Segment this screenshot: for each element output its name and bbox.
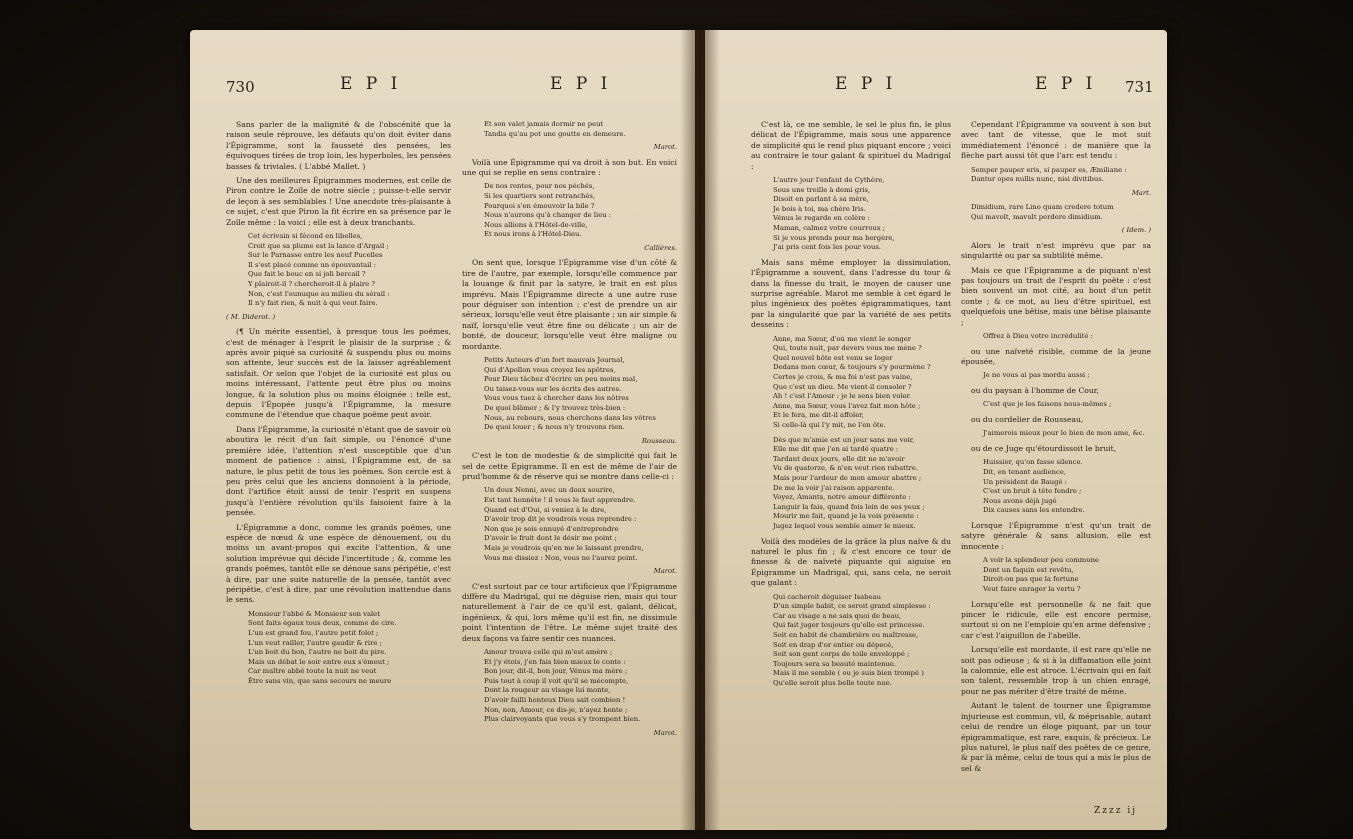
verse-line: Que c'est un dieu. Me vient-il consoler ?	[773, 382, 912, 391]
verse-block	[983, 458, 1151, 516]
verse-line: Dedans mon cœur, & toujours s'y pourmène ?	[773, 363, 931, 372]
verse-block	[773, 436, 951, 532]
verse-line: Qui d'Apollon vous croyez les apôtres,	[484, 365, 616, 374]
verse-line: Je bois à toi, ma chère Iris.	[773, 204, 866, 213]
verse-line: Semper pauper eris, si pauper es, Æmiliane :	[971, 165, 1127, 174]
attribution: Marot.	[653, 143, 677, 152]
verse-line: Vous vous tuez à chercher dans les nôtres	[484, 394, 629, 403]
verse-line: L'un est grand fou, l'autre petit folet ;	[248, 628, 379, 637]
verse-line: Mourir me fait, quand je la vois présente :	[773, 512, 919, 521]
verse-block	[773, 176, 951, 253]
verse-line: Et nous irons à l'Hôtel-Dieu.	[484, 230, 582, 239]
paragraph: On sent que, lorsque l'Épigramme vise d'un côté & tire de l'autre, par exemple, lorsqu'elle commence par la louange & finit par la satyre, le trait en est plus imprévu. Mais l'Épigramme directe a une autre ruse pour déguiser son intention : c'est de prendre un air sérieux, lorsqu'elle veut être plaisante ; un air simple & naïf, lorsqu'elle veut être fine ou délicate ; un air de bonté, de douceur, lorsqu'elle veut être maligne ou mordante.	[462, 258, 677, 351]
verse-line: D'avoir trop dit je voudrois vous reprendre :	[484, 515, 637, 524]
verse-line: De quoi louer ; & nous n'y trouvons rien.	[484, 423, 625, 432]
paragraph: ou une naïveté risible, comme de la jeune épousée,	[961, 346, 1151, 367]
right-column-2	[961, 120, 1151, 778]
verse-line: Mais je voudrois qu'en me le laissant prendre,	[484, 543, 644, 552]
verse-line: Dont la rougeur au visage lui monte,	[484, 686, 611, 695]
verse-line: Voyez, Amants, notre amour différente :	[773, 493, 911, 502]
verse-line: Est tant honnête ! il vous le faut apprendre.	[484, 496, 636, 504]
verse-line: Et son valet jamais dormir ne peut	[484, 120, 604, 128]
verse-line: Je ne vous ai pas mordu aussi ;	[983, 371, 1090, 380]
verse-line: Dit, en tenant audience,	[983, 468, 1067, 477]
paragraph: Mais sans même employer la dissimulation, l'Épigramme a souvent, dans l'adresse du tour & dans la finesse du trait, le moyen de causer une surprise agréable. Marot me semble à cet égard le plus ingénieux des poëtes épigrammatiques, tant par la singularité que par la variété de ses petits desseins :	[751, 257, 951, 330]
verse-line: Qui, toute nuit, par devers vous me mène ?	[773, 344, 922, 353]
paragraph: Voilà une Épigramme qui va droit à son but. En voici une qui se replie en sens contraire :	[462, 157, 677, 177]
verse-line: Jugez lequel vous semble aimer le mieux.	[773, 521, 916, 530]
running-header-left-col1: E P I	[340, 74, 402, 94]
attribution: Marot.	[653, 567, 677, 576]
verse-line: Car maître abbé toute la nuit ne veut	[248, 667, 377, 676]
verse-line: Dimidium, rare Lino quam credere totum	[971, 203, 1114, 212]
page-number-left: 730	[226, 78, 255, 96]
verse-line: Un doux Nenni, avec un doux sourire,	[484, 486, 615, 495]
verse-line: Si les quartiers sont retranchés,	[484, 192, 596, 200]
paragraph: Sans parler de la malignité & de l'obscénité que la raison seule réprouve, les défauts qu'on doit éviter dans l'Épigramme, sont la fausseté des pensées, les équivoques tirées de trop loin, les hyperboles, les pensées basses & triviales. ( L'abbé Mallet. )	[226, 120, 451, 171]
paragraph: Lorsqu'elle est mordante, il est rare qu'elle ne soit pas odieuse ; & si à la diffamation elle joint la calomnie, elle est atroce. L'écrivain qui en fait son talent, ressemble trop à un chien enragé, pour ne pas mériter d'être traité de même.	[961, 645, 1151, 696]
verse-line: L'un veut railler, l'autre gaudir & rire ;	[248, 638, 382, 647]
verse-line: Mais un débat le soir entre eux s'émeut ;	[248, 657, 390, 666]
verse-line: Nous avons déjà jugé	[983, 496, 1057, 505]
verse-line: Puis tout à coup il voit qu'il se mécompte,	[484, 676, 629, 685]
verse-block	[983, 371, 1151, 381]
verse-line: Veut faire enrager la vertu ?	[983, 585, 1081, 594]
paragraph: C'est surtout par ce tour artificieux que l'Épigramme diffère du Madrigal, qui ne déguise rien, mais qui tour naturellement à l'air de ce qu'il est, galant, délicat, ingénieux, & qui, lors même qu'il est fin, ne dissimule point l'intention de l'être. Le même sujet traité des deux façons va faire sentir ces nuances.	[462, 581, 677, 643]
verse-line: Nous, au rebours, nous cherchons dans les vôtres	[484, 413, 656, 422]
verse-line: Il s'est placé comme un épouvantail :	[248, 260, 376, 269]
signature-mark: Zzzz ij	[1093, 806, 1137, 816]
verse-line: Certes je crois, & ma foi n'est pas vaine,	[773, 373, 913, 381]
running-header-right-col2: E P I	[1035, 74, 1097, 94]
verse-line: Si celle-là qui l'y mit, ne l'en ôte.	[773, 420, 886, 429]
verse-line: C'est un bruit à tête fendre ;	[983, 487, 1082, 496]
verse-line: Sur le Parnasse entre les neuf Pucelles	[248, 251, 383, 260]
left-column-1	[226, 120, 451, 692]
attribution: Rousseau.	[641, 436, 677, 445]
verse-line: Et j'y étois, j'en fais bien mieux le conte :	[484, 657, 626, 666]
verse-line: Mais il me semble ( ou je suis bien trompé )	[773, 669, 924, 678]
paragraph: ou de ce Juge qu'étourdissoit le bruit,	[971, 444, 1117, 454]
verse-line: Qu'elle seroit plus belle toute nue.	[773, 678, 892, 687]
verse-line: De quoi blâmer ; & l'y trouvez très-bien :	[484, 404, 626, 412]
verse-line: L'un boit du bon, l'autre ne boit du pire.	[248, 648, 387, 657]
verse-line: Soit en habit de chambrière ou maîtresse,	[773, 630, 919, 639]
attribution: Marot.	[653, 728, 677, 737]
verse-line: Nous n'aurons qu'à changer de lieu :	[484, 211, 612, 220]
verse-block	[248, 232, 451, 309]
page-number-right: 731	[1125, 78, 1154, 96]
verse-line: D'avoir le fruit dont le désir me point ;	[484, 534, 617, 543]
verse-line: Y plairoit-il ? chercheroit-il à plaire ?	[248, 280, 376, 289]
verse-line: C'est que je les faisons nous-mêmes ;	[983, 400, 1112, 409]
verse-line: Qui mavolt, mavult perdere dimidium.	[971, 212, 1103, 221]
verse-line: Que fait le bouc en si joli bercail ?	[248, 270, 366, 279]
verse-block	[773, 593, 951, 689]
verse-line: Croit que sa plume est la lance d'Argail ;	[248, 241, 389, 250]
attribution: ( Idem. )	[1121, 226, 1151, 235]
verse-block	[484, 356, 677, 433]
verse-line: Elle me dit que j'en ai tardé quatre :	[773, 445, 899, 454]
verse-block	[484, 486, 677, 563]
verse-line: D'un simple habit, ce seroit grand simplesse :	[773, 602, 931, 611]
paragraph: Autant le talent de tourner une Épigramme injurieuse est commun, vil, & méprisable, autant celui de rendre un éloge piquant, par un tour épigrammatique, est rare, exquis, & précieux. Le plus naturel, le plus naïf des poëtes de ce genre, & par là même, celui de tous qui a mis le plus de sel &	[961, 701, 1151, 773]
verse-block	[971, 203, 1151, 222]
paragraph: C'est là, ce me semble, le sel le plus fin, le plus délicat de l'Épigramme, mais sous une apparence de simplicité qui le rend plus piquant encore ; voici au contraire le tour galant & spirituel du Madrigal :	[751, 120, 951, 171]
verse-line: Petits Auteurs d'un fort mauvais Journal,	[484, 356, 625, 365]
verse-line: Si je vous prends pour ma bergère,	[773, 233, 895, 242]
verse-line: Sont faits égaux tous deux, comme de cire.	[248, 619, 397, 628]
verse-line: Languir la fais, quand fois loin de ses yeux ;	[773, 502, 925, 511]
verse-line: Toujours sera sa beauté maintenue.	[773, 659, 897, 668]
verse-line: Vous me dissiez : Non, vous ne l'aurez point.	[484, 553, 638, 562]
paragraph: Voilà des modèles de la grâce la plus naïve & du naturel le plus fin ; & c'est encore ce tour de finesse & de naïveté piquante qui aiguise en Épigramme un Madrigal, qui, sans cela, ne seroit que galant :	[751, 536, 951, 588]
verse-block	[484, 648, 677, 725]
verse-line: A voir la splendeur peu commune	[983, 556, 1100, 565]
running-header-right-col1: E P I	[835, 74, 897, 94]
book-gutter	[680, 30, 720, 830]
verse-block	[484, 182, 677, 240]
paragraph: (¶ Un mérite essentiel, à presque tous les poëmes, c'est de ménager à l'esprit le plaisir de la surprise ; & après avoir piqué sa curiosité & suspendu plus ou moins son attente, leur succès est de la laisser agréablement satisfait. Or selon que l'objet de la curiosité est plus ou moins intéressant, l'attente peut être plus ou moins longue, & la solution plus ou moins éloignée : telle est, depuis l'Épopée jusqu'à l'Épigramme, la mesure commune de l'étendue que chaque poëme peut avoir.	[226, 327, 451, 420]
verse-block	[248, 610, 451, 687]
verse-line: De nos rentes, pour nos péchés,	[484, 182, 595, 191]
verse-line: Huissier, qu'on fasse silence.	[983, 458, 1083, 467]
verse-line: Monsieur l'abbé & Monsieur son valet	[248, 609, 380, 618]
verse-line: Non, non, Amour, ce dis-je, n'ayez honte ;	[484, 705, 628, 714]
verse-line: Quel nouvel hôte est venu se loger	[773, 353, 893, 362]
verse-line: Anne, ma Sœur, vous l'avez fait mon hôte ;	[773, 401, 921, 410]
verse-line: L'autre jour l'enfant de Cythère,	[773, 176, 885, 185]
verse-line: Ou taisez-vous sur les écrits des autres.	[484, 384, 622, 393]
verse-block	[971, 166, 1151, 185]
verse-line: Qui cacheroit déguiser Isabeau	[773, 592, 881, 601]
verse-line: Plus clairvoyants que vous s'y trompent bien.	[484, 715, 641, 724]
paragraph: Cependant l'Épigramme va souvent à son but avec tant de vitesse, que le mot suit immédiatement l'énoncé : de manière que la flèche part aussi tôt que l'arc est tendu :	[961, 120, 1151, 161]
verse-line: Il n'y fait rien, & nuit à qui veut faire.	[248, 299, 378, 308]
left-column-2	[462, 120, 677, 743]
verse-block	[983, 332, 1151, 342]
verse-line: Un président de Baugé :	[983, 477, 1067, 486]
verse-block	[983, 400, 1151, 410]
verse-block	[983, 556, 1151, 594]
verse-block	[983, 429, 1151, 439]
verse-block	[484, 120, 677, 139]
paragraph: Lorsqu'elle est personnelle & ne fait que pincer le ridicule, elle est encore permise, surtout si on ne l'emploie qu'en arme défensive ; car c'est l'aiguillon de l'abeille.	[961, 599, 1151, 640]
paragraph: Mais ce que l'Épigramme a de piquant n'est pas toujours un trait de l'esprit du poëte : c'est bien souvent un mot cité, au bout d'un petit conte ; & ce mot, au lieu d'être spirituel, est quelquefois une bêtise, mais une bêtise plaisante ;	[961, 265, 1151, 327]
verse-line: Sous une treille à demi gris,	[773, 185, 871, 194]
verse-line: Non, c'est l'eunuque au milieu du sérail :	[248, 289, 390, 298]
verse-line: Amour trouva celle qui m'est amère ;	[484, 648, 613, 656]
paragraph: Une des meilleures Épigrammes modernes, est celle de Piron contre le Zoïle de notre siècle ; puisse-t-elle servir de leçon à ses semblables ! Une anecdote très-plaisante à ce sujet, c'est que Piron la fit écrire en sa présence par le Zoïle même : la voici ; elle est à deux tranchants.	[226, 176, 451, 227]
attribution: ( M. Diderot. )	[226, 312, 276, 321]
verse-line: Tandis qu'au pot une goutte en demeure.	[484, 129, 626, 138]
verse-line: Vénus le regarde en colère :	[773, 214, 870, 223]
verse-line: Bon jour, dit-il, bon jour, Vénus ma mère ;	[484, 667, 628, 676]
verse-line: Mais pour l'ardeur de mon amour abattre ;	[773, 473, 922, 482]
verse-line: Dix causes sans les entendre.	[983, 506, 1085, 515]
paragraph: Lorsque l'Épigramme n'est qu'un trait de satyre générale & sans allusion, elle est innocente :	[961, 521, 1151, 551]
verse-line: Pour Dieu tâchez d'écrire un peu moins mal,	[484, 375, 638, 384]
verse-line: Être sans vin, que sans secours ne meure	[248, 676, 392, 685]
paragraph: ou du paysan à l'homme de Cour,	[971, 386, 1099, 396]
right-page	[705, 30, 1167, 830]
verse-line: Nous allions à l'Hôtel-de-ville,	[484, 220, 588, 229]
verse-line: Anne, ma Sœur, d'où me vient le songer	[773, 334, 911, 343]
verse-line: J'ai pris cent fois les pour vous.	[773, 243, 881, 252]
verse-line: Cet écrivain si fécond en libelles,	[248, 232, 363, 241]
verse-line: Car au visage a ne sais quoi de beau,	[773, 611, 902, 620]
verse-line: Quand est d'Oui, si veniez à le dire,	[484, 505, 607, 514]
paragraph: ou du cordelier de Rousseau,	[971, 415, 1084, 425]
verse-line: Non que je sois ennuyé d'entreprendre	[484, 524, 619, 533]
verse-line: Vu de quatorze, & n'en veut rien rabattre.	[773, 464, 919, 473]
verse-block	[773, 335, 951, 431]
paragraph: Dans l'Épigramme, la curiosité n'étant que de savoir où aboutira le récit d'un fait simple, ou l'énoncé d'une première idée, l'attention n'est susceptible que d'un moment de patience : ainsi, l'Épigramme est, de sa nature, le plus petit de tous les poëmes. Son cercle est à peu près celui que les anciens donnoient à la période, dont l'artifice étoit aussi de tenir l'esprit en suspens jusqu'à l'entière révolution qu'ils faisoient faire à la pensée.	[226, 424, 451, 518]
verse-line: Maman, calmez votre courroux ;	[773, 224, 886, 232]
verse-line: J'aimerois mieux pour le bien de mon ame, &c.	[983, 429, 1145, 438]
running-header-left-col2: E P I	[550, 74, 612, 94]
verse-line: Ah ! c'est l'Amour : je le sens bien voler.	[773, 392, 912, 401]
verse-line: Tardant deux jours, elle dit ne m'avoir	[773, 454, 905, 463]
verse-line: Offrez à Dieu votre incrédulité :	[983, 332, 1093, 341]
paragraph: L'Épigramme a donc, comme les grands poëmes, une espèce de nœud & une espèce de dénouement, ou du moins un avant-propos qui excite l'attention, & une solution imprévue qui décide l'incertitude ; &, comme les grands poëmes, tantôt elle se dénoue sans péripétie, c'est à dire, par une suite naturelle de la pensée, tantôt avec péripétie, c'est à dire, par une révolution inattendue dans le sens.	[226, 522, 451, 605]
verse-line: Et le fera, me dit-il affoler,	[773, 411, 864, 420]
verse-line: Soit son gent corps de toile enveloppé ;	[773, 650, 910, 659]
verse-line: Soit en drap d'or entier ou dépecé,	[773, 640, 894, 649]
attribution: Mart.	[1131, 188, 1151, 197]
verse-line: Pourquoi s'en émouvoir la bile ?	[484, 201, 595, 210]
verse-line: De me la voir j'ai raison apparente.	[773, 483, 895, 492]
verse-line: Dantur opes nullis nunc, nisi divitibus.	[971, 175, 1104, 184]
paragraph: Alors le trait n'est imprévu que par sa singularité ou par sa subtilité même.	[961, 240, 1151, 261]
left-page	[190, 30, 695, 830]
attribution: Callières.	[644, 243, 677, 252]
verse-line: Diroit-on pas que la fortune	[983, 575, 1079, 584]
verse-line: Dont un faquin est revêtu,	[983, 565, 1074, 574]
verse-line: Disoit en parlant à sa mère,	[773, 195, 869, 204]
verse-line: Dès que m'amie est un jour sans me voir,	[773, 435, 915, 444]
right-column-1	[751, 120, 951, 693]
verse-line: D'avoir failli honteux Dieu sait combien !	[484, 695, 626, 704]
paragraph: C'est le ton de modestie & de simplicité qui fait le sel de cette Épigramme. Il en est de même de l'air de prud'homme & de réserve qui se montre dans celle-ci :	[462, 451, 677, 481]
verse-line: Qui fait juger toujours qu'elle est princesse.	[773, 621, 925, 630]
